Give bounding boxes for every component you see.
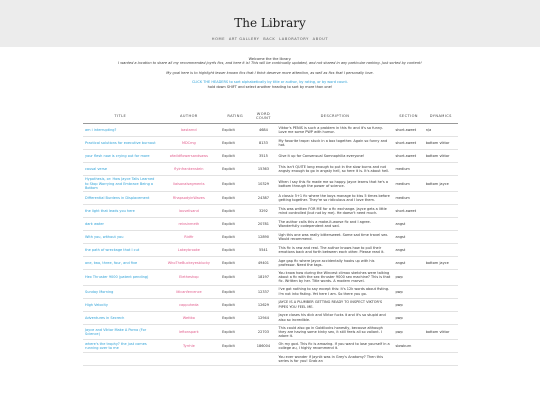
fic-title-link[interactable]: causal verse xyxy=(83,163,158,176)
fic-author-link[interactable]: Lakeybrooke xyxy=(158,244,221,257)
fic-dynamics xyxy=(424,353,458,366)
fic-rating: Explicit xyxy=(220,270,250,286)
fic-author-link[interactable]: MDCmg xyxy=(158,137,221,150)
fic-title-link[interactable]: the path of wreckage that I cut xyxy=(83,244,158,257)
table-row xyxy=(83,176,458,192)
fic-author-link[interactable]: bastarnd xyxy=(158,124,221,137)
fic-author-link[interactable]: RhapsodyinWaves xyxy=(158,192,221,205)
fic-rating: Explicit xyxy=(220,150,250,163)
fic-section: angst xyxy=(393,244,423,257)
fic-word-count: 186004 xyxy=(250,340,276,353)
fic-rating: Explicit xyxy=(220,192,250,205)
fic-dynamics xyxy=(424,340,458,353)
table-row xyxy=(83,285,458,298)
fic-section xyxy=(393,353,423,366)
fic-rating: Explicit xyxy=(220,311,250,324)
fic-author-link[interactable]: reivsinmeth xyxy=(158,218,221,231)
fic-dynamics xyxy=(424,244,458,257)
fic-section: short-sweet xyxy=(393,137,423,150)
sort-instructions: CLICK THE HEADERS to sort alphabetically by title or author, by rating, or by word count. xyxy=(191,80,349,85)
fic-title-link[interactable]: Differential Burdens in Displacement xyxy=(83,192,158,205)
fic-description: You know how during the Wincest climax sketches were talking about a fic with the sex thruster 9000 sex machine? This is that fic. Written by her. Title words. A modern marvel. xyxy=(277,270,394,286)
fic-description: Ugh this one was really bittersweet. Some sad time travel sex. Would recommend. xyxy=(277,231,394,244)
fic-dynamics xyxy=(424,311,458,324)
fic-dynamics: bottom viktor xyxy=(424,137,458,150)
header-dynamics[interactable]: DYNAMICS xyxy=(424,111,458,124)
fic-title-link[interactable]: With you, without you xyxy=(83,231,158,244)
fic-author-link[interactable]: lauvelisand xyxy=(158,205,221,218)
fic-title-link[interactable]: where's the trophy? the just comes running over to me xyxy=(83,340,158,353)
fic-author-link[interactable]: Wettko xyxy=(158,311,221,324)
fic-rating: Explicit xyxy=(220,340,250,353)
fic-description: Age gap fic where Jayce accidentally hooks up with his professor. Need the tags. xyxy=(277,257,394,270)
intro-welcome: Welcome the the library. xyxy=(248,57,292,61)
fic-word-count: 22703 xyxy=(250,324,276,340)
fic-word-count: 15363 xyxy=(250,163,276,176)
fic-author-link[interactable]: cappuheda xyxy=(158,298,221,311)
fic-table xyxy=(83,111,458,366)
fic-word-count: 12629 xyxy=(250,298,276,311)
fic-author-link[interactable]: ofwildflowersandsaws xyxy=(158,150,221,163)
table-row xyxy=(83,205,458,218)
fic-word-count: 3515 xyxy=(250,150,276,163)
fic-word-count: 18197 xyxy=(250,270,276,286)
fic-description: The author calls this a make-it-worse fic and I agree. Wonderfully codependent and sad. xyxy=(277,218,394,231)
table-header-row xyxy=(83,111,458,124)
fic-author-link[interactable]: Ridfir xyxy=(158,231,221,244)
fic-word-count xyxy=(250,353,276,366)
fic-word-count: 5541 xyxy=(250,244,276,257)
fic-title-link[interactable]: Practical solutions for executive burnout xyxy=(83,137,158,150)
fic-dynamics xyxy=(424,192,458,205)
table-row xyxy=(83,244,458,257)
fic-rating: Explicit xyxy=(220,324,250,340)
fic-description: You ever wonder if Jaynik was in Grey's Anatomy? Then this series is for you! Grab an xyxy=(277,353,394,366)
fic-author-link[interactable]: flyinfrankenstein xyxy=(158,163,221,176)
fic-description: A classic 5+1 fic where the boys manage to kiss 5 times before getting together. They're so ridiculous and I love them. xyxy=(277,192,394,205)
header-title[interactable]: TITLE xyxy=(83,111,158,124)
intro-text xyxy=(0,57,540,89)
fic-description: I've got nothing to say except this: it's 12k words about fisting. I'm not into fisting. Yet here I am. So there you go. xyxy=(277,285,394,298)
fic-section: short-sweet xyxy=(393,205,423,218)
header-rating[interactable]: RATING xyxy=(220,111,250,124)
fic-rating: Explicit xyxy=(220,205,250,218)
intro-goal: My goal here is to highlight lesser known fics that I think deserve more attention, as well as fics that I personally love. xyxy=(166,70,374,75)
fic-word-count: 12337 xyxy=(250,285,276,298)
intro-purpose: I wanted a location to share all my recommended joyrfs fics, and here it is! This will be continually updated, and not shared in any particular ranking. Just sorted by content! xyxy=(118,61,422,66)
fic-word-count: 24387 xyxy=(250,192,276,205)
fic-rating: Explicit xyxy=(220,137,250,150)
fic-rating: Explicit xyxy=(220,285,250,298)
fic-section: pwp xyxy=(393,311,423,324)
fic-description: Oh my god. This fic is amazing. If you want to lose yourself in a college au, I highly recommend it. xyxy=(277,340,394,353)
fic-rating: Explicit xyxy=(220,218,250,231)
fic-section: medium xyxy=(393,192,423,205)
fic-author-link[interactable]: liaisonalsegments xyxy=(158,176,221,192)
fic-word-count: 20781 xyxy=(250,218,276,231)
fic-title-link[interactable]: Hex Thruster 9000 (patent pending) xyxy=(83,270,158,286)
fic-title-link[interactable]: Hypothesis, or: How Jayce Talis Learned to Stop Worrying and Embrace Being a Bottom xyxy=(83,176,158,192)
site-header xyxy=(0,0,540,47)
fic-description: Give it up for Consensual Somnophilia everyone! xyxy=(277,150,394,163)
fic-title-link[interactable]: Sunday Morning xyxy=(83,285,158,298)
fic-dynamics xyxy=(424,231,458,244)
fic-word-count: 12944 xyxy=(250,311,276,324)
fic-dynamics xyxy=(424,285,458,298)
fic-word-count: 8133 xyxy=(250,137,276,150)
fic-description: JAYCE IS A PLUMBER GETTING READY TO INSPECT VIKTOR'S PIPES YOU FEEL ME. xyxy=(277,298,394,311)
main-nav xyxy=(0,37,540,41)
header-section[interactable]: SECTION xyxy=(393,111,423,124)
fic-title-link[interactable]: the light that leads you here xyxy=(83,205,158,218)
fic-title-link[interactable]: dark water xyxy=(83,218,158,231)
table-row xyxy=(83,137,458,150)
fic-section: angst xyxy=(393,218,423,231)
table-row xyxy=(83,298,458,311)
fic-description: Viktor's PENIS is such a problem in this fic and it's so funny. Love me some PWP with humor. xyxy=(277,124,394,137)
table-row xyxy=(83,124,458,137)
table-row xyxy=(83,150,458,163)
header-word-count[interactable]: WORD COUNT xyxy=(250,111,276,124)
fic-description: When I say this fic made me so happy. Jayce learns that he's a bottom through the power of science. xyxy=(277,176,394,192)
sort-shift-hint: hold down SHIFT and select another heading to sort by more than one! xyxy=(207,84,333,89)
table-row xyxy=(83,163,458,176)
nav-home[interactable]: HOME xyxy=(211,37,226,41)
fic-word-count: 3292 xyxy=(250,205,276,218)
fic-dynamics: bottom viktor xyxy=(424,324,458,340)
fic-author-link[interactable]: Tyrrhle xyxy=(158,340,221,353)
table-row xyxy=(83,192,458,205)
fic-author-link[interactable]: Eletheshop xyxy=(158,270,221,286)
fic-rating: Explicit xyxy=(220,257,250,270)
fic-title-link[interactable]: one, two, three, four, and five xyxy=(83,257,158,270)
fic-section: angst xyxy=(393,231,423,244)
fic-word-count: 4684 xyxy=(250,124,276,137)
fic-rating: Explicit xyxy=(220,176,250,192)
header-description[interactable]: DESCRIPTION xyxy=(277,111,394,124)
fic-rating: Explicit xyxy=(220,244,250,257)
table-row xyxy=(83,257,458,270)
fic-dynamics xyxy=(424,298,458,311)
fic-section: medium xyxy=(393,163,423,176)
fic-dynamics: bottom jayce xyxy=(424,176,458,192)
fic-title-link[interactable]: Adventures in Secrech xyxy=(83,311,158,324)
fic-title-link[interactable] xyxy=(83,353,158,366)
fic-title-link[interactable]: am i interrupting? xyxy=(83,124,158,137)
nav-back[interactable]: BACK xyxy=(263,37,276,41)
fic-author-link[interactable]: litlcanfercence xyxy=(158,285,221,298)
fic-word-count: 12890 xyxy=(250,231,276,244)
fic-title-link[interactable]: your flesh now is crying out for more xyxy=(83,150,158,163)
fic-section: short-sweet xyxy=(393,150,423,163)
table-row xyxy=(83,311,458,324)
fic-dynamics xyxy=(424,218,458,231)
fic-section: pwp xyxy=(393,298,423,311)
nav-laboratory[interactable]: LABORATORY xyxy=(279,37,309,41)
fic-section: pwp xyxy=(393,324,423,340)
fic-rating: Explicit xyxy=(220,298,250,311)
fic-section: pwp xyxy=(393,270,423,286)
fic-rating xyxy=(220,353,250,366)
fic-title-link[interactable]: Jayce and Viktor Make A Porno (For Science) xyxy=(83,324,158,340)
table-row xyxy=(83,340,458,353)
nav-about[interactable]: ABOUT xyxy=(312,37,329,41)
fic-dynamics xyxy=(424,270,458,286)
fic-word-count: 10329 xyxy=(250,176,276,192)
table-row xyxy=(83,353,458,366)
table-row xyxy=(83,218,458,231)
fic-description: This was written FOR ME for a fic exchange. Jayce gets a little mind controlled (but not by me). He doesn't need much. xyxy=(277,205,394,218)
table-row xyxy=(83,324,458,340)
fic-author-link[interactable]: WhoTheBuckeyesblucky xyxy=(158,257,221,270)
fic-dynamics: bottom jayce xyxy=(424,257,458,270)
fic-dynamics xyxy=(424,205,458,218)
fic-description: This could also go in Goldilocks honestly, because although they are having some kinky sex, it still feels all so valiant. I adore it. xyxy=(277,324,394,340)
header-author[interactable]: AUTHOR xyxy=(158,111,221,124)
nav-art-gallery[interactable]: ART GALLERY xyxy=(228,37,260,41)
fic-description: My favorite trope: stuck in a box together. Again so funny and hot. xyxy=(277,137,394,150)
fic-section: pwp xyxy=(393,285,423,298)
table-row xyxy=(83,270,458,286)
fic-rating: Explicit xyxy=(220,163,250,176)
fic-description: Jayce closes his dick and Viktor fucks it and it's so stupid and also so incredible. xyxy=(277,311,394,324)
fic-rating: Explicit xyxy=(220,231,250,244)
fic-author-link[interactable]: leftonspark xyxy=(158,324,221,340)
fic-dynamics: n/a xyxy=(424,124,458,137)
fic-title-link[interactable]: High Velocity xyxy=(83,298,158,311)
table-row xyxy=(83,231,458,244)
fic-dynamics xyxy=(424,163,458,176)
fic-section: angst xyxy=(393,257,423,270)
fic-section: medium xyxy=(393,176,423,192)
fic-word-count: 49401 xyxy=(250,257,276,270)
fic-section: slowburn xyxy=(393,340,423,353)
fic-author-link[interactable] xyxy=(158,353,221,366)
fic-description: This fic is raw and real. The author knows how to pull their emotions back and forth between each other. Please read it. xyxy=(277,244,394,257)
site-title: The Library xyxy=(234,16,306,30)
fic-section: short-sweet xyxy=(393,124,423,137)
fic-dynamics: bottom viktor xyxy=(424,150,458,163)
fic-rating: Explicit xyxy=(220,124,250,137)
fic-description: This isn't QUITE long enough to put in the slow burns and not angsty enough to go in angsty hell, so here it is. It's about hell. xyxy=(277,163,394,176)
